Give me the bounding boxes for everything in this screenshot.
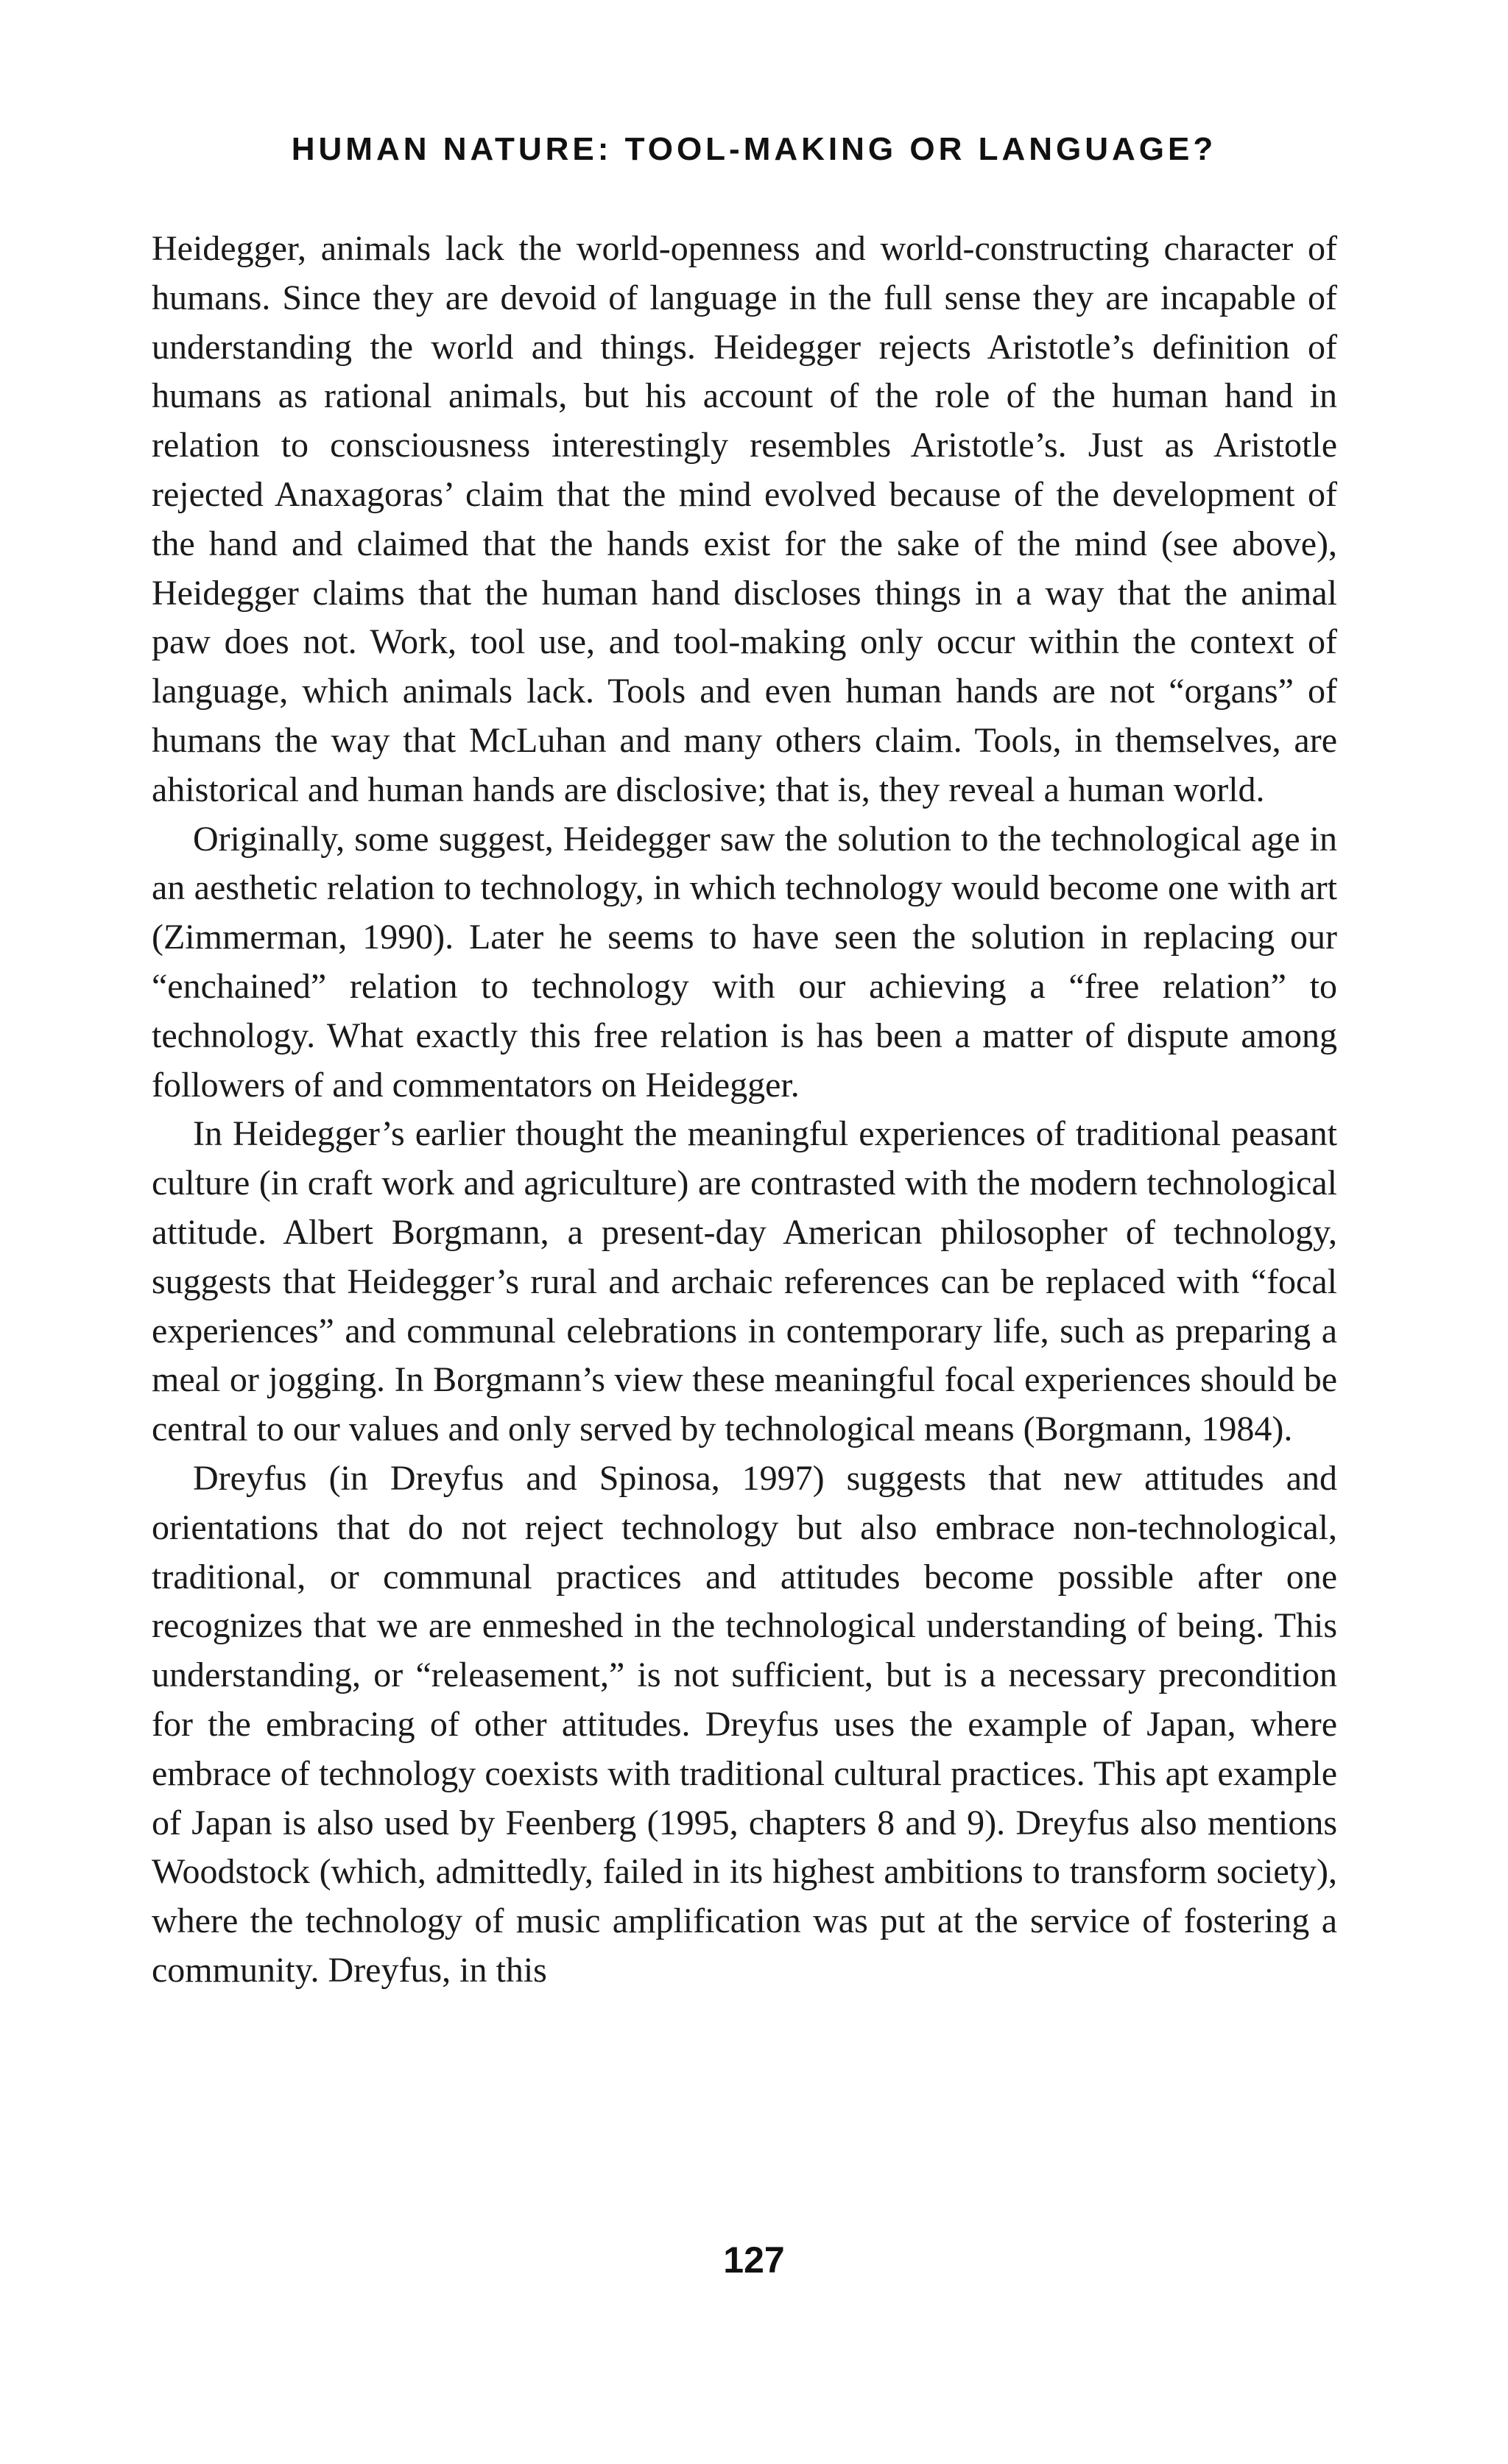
paragraph-4: Dreyfus (in Dreyfus and Spinosa, 1997) suggests that new attitudes and orientations that do not reject technology but also embrace non-technological, traditional, or communal practices and attitudes become possible after one recognizes that we are enmeshed in the technological understanding of being. This understanding, or “releasement,” is not sufficient, but is a necessary precondition for the embracing of other attitudes. Dreyfus uses the example of Japan, where embrace of technology coexists with traditional cultural practices. This apt example of Japan is also used by Feenberg (1995, chapters 8 and 9). Dreyfus also mentions Woodstock (which, admittedly, failed in its highest ambitions to transform society), where the technology of music amplification was put at the service of fostering a community. Dreyfus, in this [152,1458,1337,1990]
body-text [152,225,1337,1996]
running-head: HUMAN NATURE: TOOL-MAKING OR LANGUAGE? [291,131,1217,167]
paragraph-1: Heidegger, animals lack the world-openness and world-constructing character of humans. Since they are devoid of language in the full sense they are incapable of understanding the world and things. Heidegger rejects Aristotle’s definition of humans as rational animals, but his account of the role of the human hand in relation to consciousness interestingly resembles Aristotle’s. Just as Aristotle rejected Anaxagoras’ claim that the mind evolved because of the development of the hand and claimed that the hands exist for the sake of the mind (see above), Heidegger claims that the human hand discloses things in a way that the animal paw does not. Work, tool use, and tool-making only occur within the context of language, which animals lack. Tools and even human hands are not “organs” of humans the way that McLuhan and many others claim. Tools, in themselves, are ahistorical and human hands are disclosive; that is, they reveal a human world. [152,229,1337,809]
page-number: 127 [723,2239,785,2281]
paragraph-3: In Heidegger’s earlier thought the meaningful experiences of traditional peasant culture (in craft work and agriculture) are contrasted with the modern technological attitude. Albert Borgmann, a present-day American philosopher of technology, suggests that Heidegger’s rural and archaic references can be replaced with “focal experiences” and communal celebrations in contemporary life, such as preparing a meal or jogging. In Borgmann’s view these meaningful focal experiences should be central to our values and only served by technological means (Borgmann, 1984). [152,1114,1337,1449]
paragraph-2: Originally, some suggest, Heidegger saw the solution to the technological age in an aesthetic relation to technology, in which technology would become one with art (Zimmerman, 1990). Later he seems to have seen the solution in replacing our “enchained” relation to technology with our achieving a “free relation” to technology. What exactly this free relation is has been a matter of dispute among followers of and commentators on Heidegger. [152,819,1337,1105]
